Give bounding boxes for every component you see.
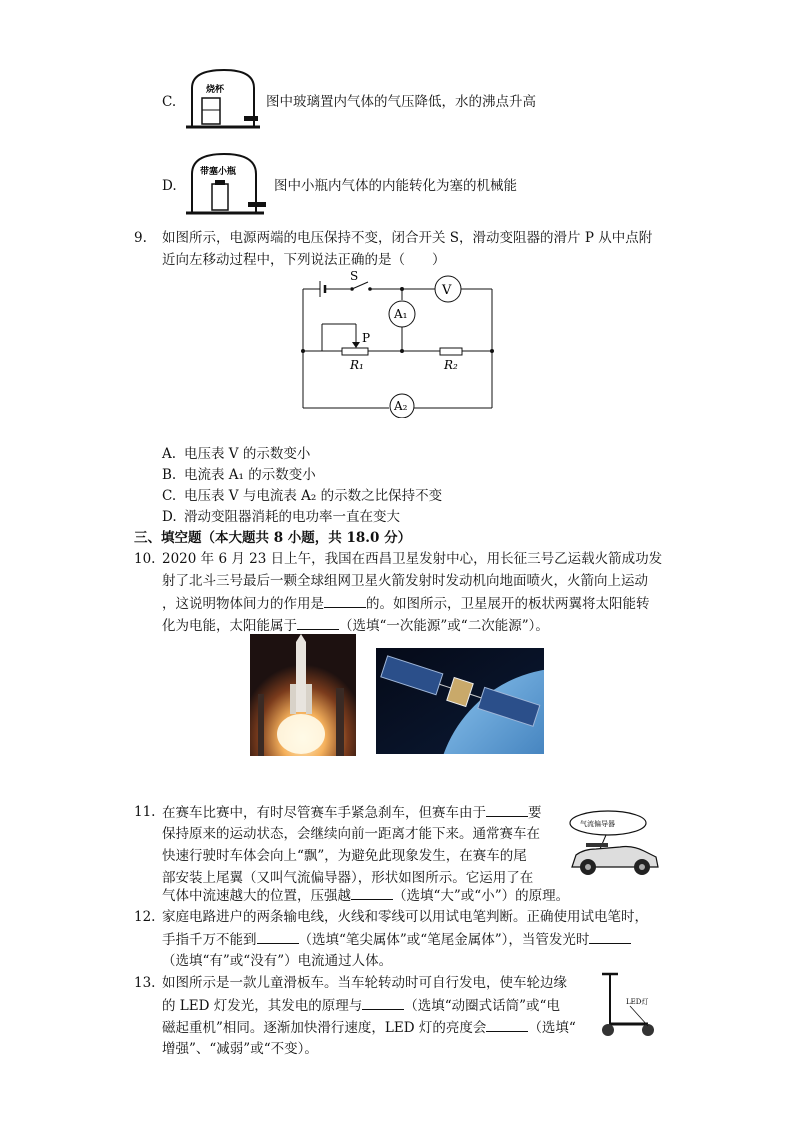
question-10-line3-b: 的。如图所示，卫星展开的板状两翼将太阳能转 bbox=[366, 596, 650, 612]
question-9-option-d-text: 滑动变阻器消耗的电功率一直在变大 bbox=[184, 509, 400, 525]
bottle-label: 带塞小瓶 bbox=[200, 167, 237, 177]
rocket-body bbox=[296, 642, 306, 712]
question-12-line2 bbox=[162, 929, 631, 950]
scooter-front-wheel bbox=[602, 1024, 614, 1036]
question-12-line3: （选填“有”或“没有”）电流通过人体。 bbox=[162, 953, 393, 969]
question-13-line3-b: （选填“ bbox=[528, 1020, 576, 1036]
resistor-r1 bbox=[342, 348, 368, 355]
question-11-line1 bbox=[162, 802, 542, 823]
section-title: 三、填空题（本大题共 8 小题，共 18.0 分） bbox=[134, 530, 412, 546]
satellite-photo bbox=[376, 648, 544, 754]
question-9-option-c-text: 电压表 V 与电流表 A₂ 的示数之比保持不变 bbox=[184, 488, 443, 504]
bell-jar-label: 烧杯 bbox=[206, 85, 225, 95]
option-d-letter: D. bbox=[162, 178, 177, 194]
answer-blank bbox=[351, 885, 393, 900]
question-13-number: 13. bbox=[134, 975, 156, 991]
question-10-line3-a: ，这说明物体间力的作用是 bbox=[162, 596, 324, 612]
question-11-line5-b: （选填“大”或“小”）的原理。 bbox=[393, 888, 570, 904]
question-12-number: 12. bbox=[134, 909, 156, 925]
question-10-line4-b: （选填“一次能源”或“二次能源”）。 bbox=[339, 618, 549, 634]
led-label: LED灯 bbox=[626, 998, 649, 1006]
rocket-launch-photo bbox=[250, 634, 356, 756]
question-11-line2: 保持原来的运动状态，会继续向前一距离才能下来。通常赛车在 bbox=[162, 826, 540, 842]
bell-jar-figure-d bbox=[184, 150, 270, 218]
question-13-line4: 增强”、“减弱”或“不变）。 bbox=[162, 1041, 318, 1057]
question-10-line2: 射了北斗三号最后一颗全球组网卫星火箭发射时发动机向地面喷火，火箭向上运动 bbox=[162, 573, 648, 589]
option-d-text: 图中小瓶内气体的内能转化为塞的机械能 bbox=[274, 178, 517, 194]
question-9-option-d-letter: D. bbox=[162, 509, 177, 525]
answer-blank bbox=[324, 593, 366, 608]
switch-label: S bbox=[350, 269, 359, 283]
slider-arrow-icon bbox=[352, 342, 360, 348]
answer-blank bbox=[486, 802, 528, 817]
question-11-line5-a: 气体中流速越大的位置，压强越 bbox=[162, 888, 351, 904]
airfoil-label: 气流偏导器 bbox=[580, 820, 615, 828]
question-11-number: 11. bbox=[134, 804, 156, 820]
r2-label: R₂ bbox=[444, 358, 458, 372]
question-11-line1-b: 要 bbox=[528, 805, 542, 821]
question-9-option-b-letter: B. bbox=[162, 467, 177, 483]
race-car-figure bbox=[566, 805, 662, 879]
question-10-line4-a: 化为电能，太阳能属于 bbox=[162, 618, 297, 634]
question-13-line3 bbox=[162, 1017, 576, 1038]
question-9-option-c-letter: C. bbox=[162, 488, 177, 504]
question-9-number: 9. bbox=[134, 230, 147, 246]
circuit-diagram bbox=[292, 268, 504, 418]
scooter-figure bbox=[596, 966, 660, 1040]
question-9-option-a-text: 电压表 V 的示数变小 bbox=[184, 446, 311, 462]
question-12-line1: 家庭电路进户的两条输电线，火线和零线可以用试电笔判断。正确使用试电笔时， bbox=[162, 909, 648, 925]
question-10-number: 10. bbox=[134, 551, 156, 567]
answer-blank bbox=[486, 1017, 528, 1032]
question-13-line2-a: 的 LED 灯发光，其发电的原理与 bbox=[162, 998, 363, 1014]
question-11-line4: 部安装上尾翼（又叫气流偏导器），形状如图所示。它运用了在 bbox=[162, 870, 534, 886]
question-13-line2 bbox=[162, 995, 560, 1016]
ammeter-a1-label: A₁ bbox=[394, 307, 408, 321]
ammeter-a2-label: A₂ bbox=[394, 399, 408, 413]
r1-label: R₁ bbox=[350, 358, 364, 372]
question-9-line2: 近向左移动过程中，下列说法正确的是（ ） bbox=[162, 252, 446, 268]
switch-blade bbox=[352, 282, 368, 289]
bell-jar-figure-c bbox=[184, 66, 264, 132]
question-12-line2-b: （选填“笔尖属体”或“笔尾金属体”），当管发光时 bbox=[298, 932, 590, 948]
question-9-line1: 如图所示，电源两端的电压保持不变，闭合开关 S，滑动变阻器的滑片 P 从中点附 bbox=[162, 230, 653, 246]
option-c-text: 图中玻璃置内气体的气压降低，水的沸点升高 bbox=[266, 94, 536, 110]
answer-blank bbox=[297, 615, 339, 630]
question-13-line3-a: 磁起重机”相同。逐渐加快滑行速度，LED 灯的亮度会 bbox=[162, 1020, 487, 1036]
question-12-line2-a: 手指千万不能到 bbox=[162, 932, 257, 948]
question-10-line3 bbox=[162, 593, 650, 614]
question-9-option-a-letter: A. bbox=[162, 446, 177, 462]
slider-label: P bbox=[362, 331, 371, 345]
question-11-line1-a: 在赛车比赛中，有时尽管赛车手紧急刹车，但赛车由于 bbox=[162, 805, 486, 821]
answer-blank bbox=[257, 929, 299, 944]
question-10-line1: 2020 年 6 月 23 日上午，我国在西昌卫星发射中心，用长征三号乙运载火箭成功发 bbox=[162, 551, 663, 567]
rear-wing bbox=[586, 843, 608, 847]
question-13-line1: 如图所示是一款儿童滑板车。当车轮转动时可自行发电，使车轮边缘 bbox=[162, 975, 567, 991]
resistor-r2 bbox=[440, 348, 462, 355]
question-9-option-b-text: 电流表 A₁ 的示数变小 bbox=[184, 467, 316, 483]
question-13-line2-b: （选填“动圈式话筒”或“电 bbox=[404, 998, 560, 1014]
question-11-line3: 快速行驶时车体会向上“飘”，为避免此现象发生，在赛车的尾 bbox=[162, 848, 527, 864]
answer-blank bbox=[362, 995, 404, 1010]
answer-blank bbox=[589, 929, 631, 944]
option-c-letter: C. bbox=[162, 94, 177, 110]
voltmeter-label: V bbox=[442, 283, 452, 298]
question-11-line5 bbox=[162, 885, 569, 906]
question-10-line4 bbox=[162, 615, 549, 636]
